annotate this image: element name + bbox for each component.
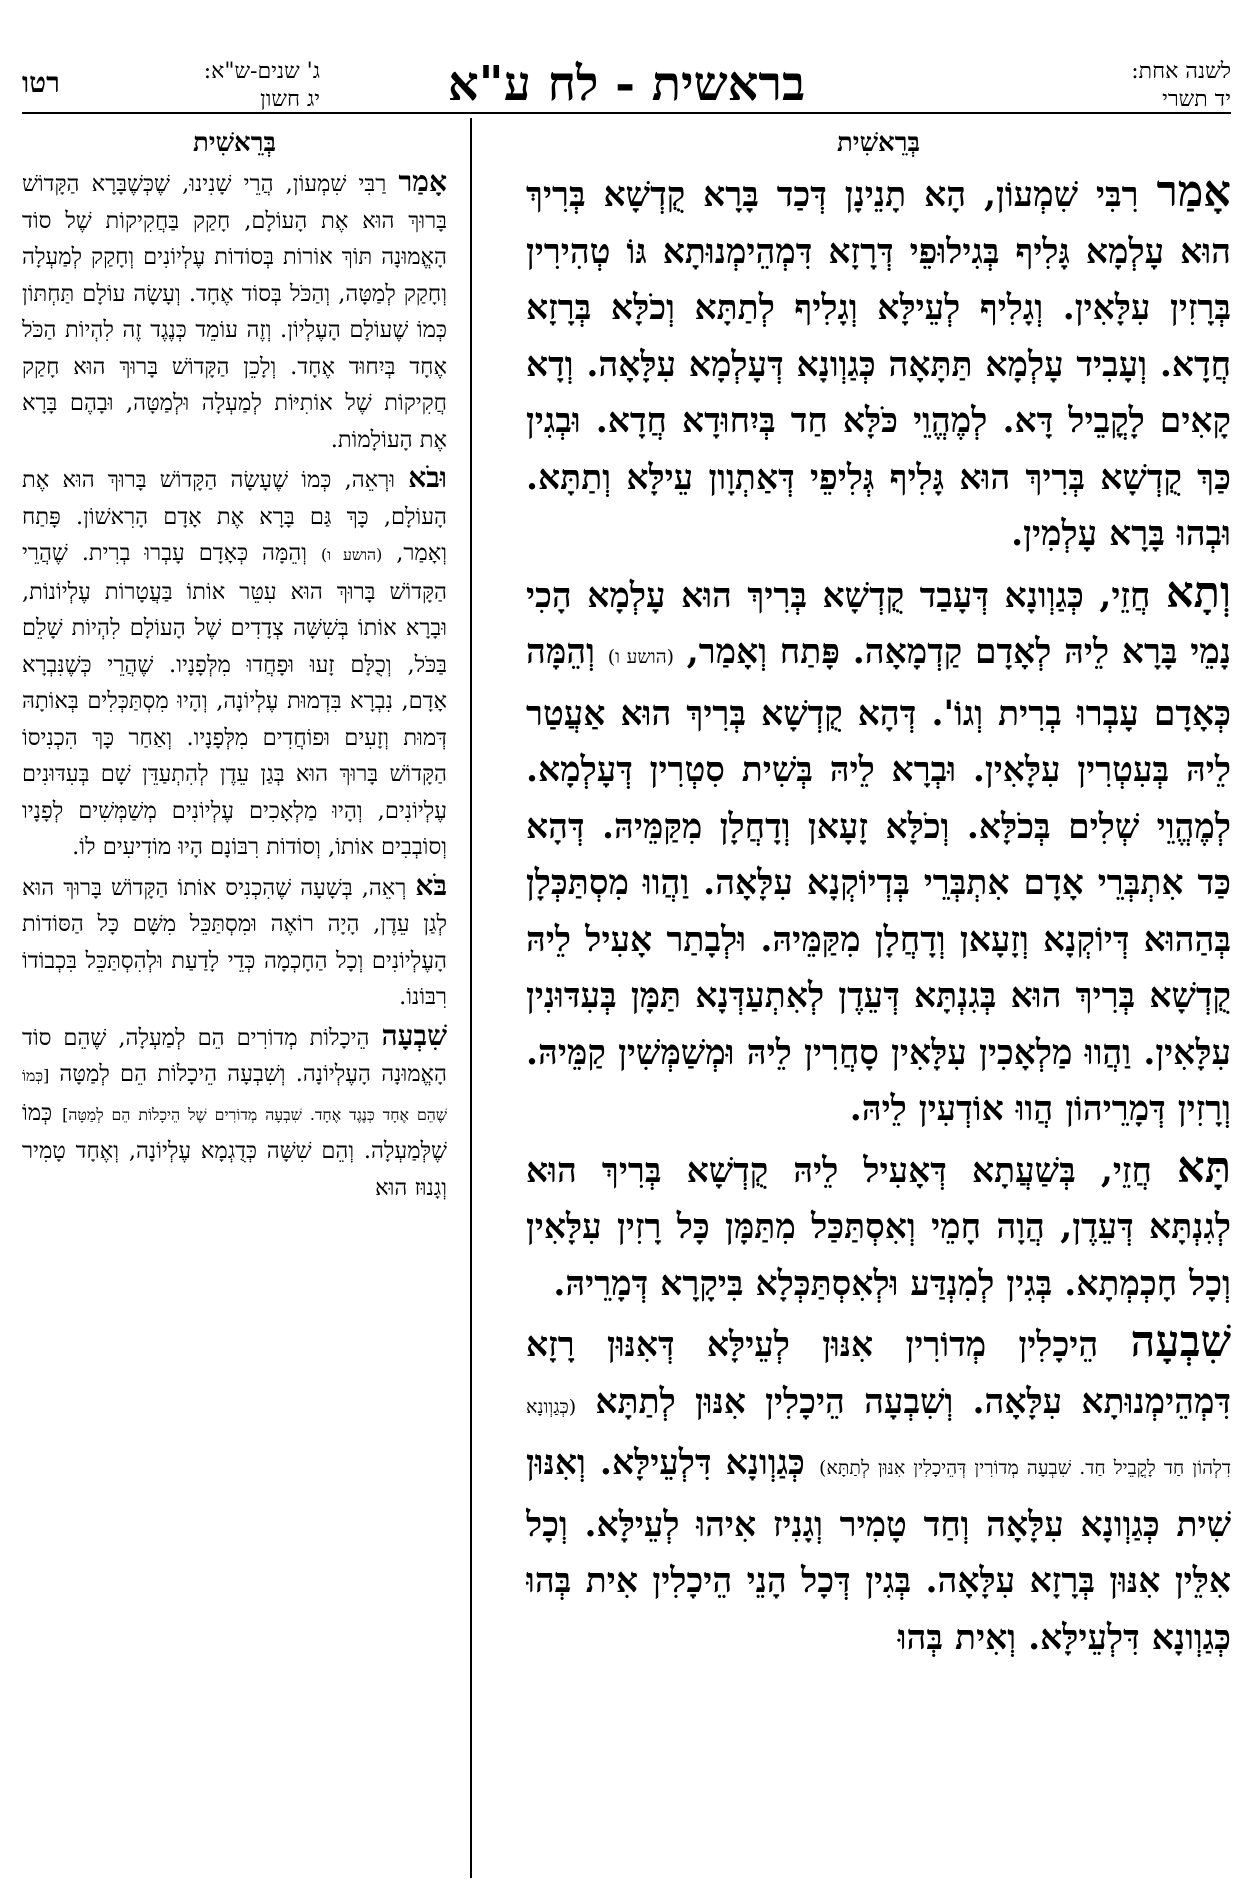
- paragraph-opener: בֹּא: [415, 868, 447, 902]
- paragraph-opener: וּבֹא: [408, 461, 447, 494]
- paragraph-opener: אָמַר: [398, 165, 447, 198]
- paragraph-text: רְאֵה, בְּשָׁעָה שֶׁהִכְנִיס אוֹתוֹ הַקָּדוֹשׁ בָּרוּךְ הוּא לְגַן עֵדֶן, הָיָה רוֹאֶה וּמִסְתַּכֵּל מִשָּׁם כָּל הַסּוֹדוֹת הָעֶלְיוֹנִים וְכָל הַחָכְמָה כְּדֵי לָדַעַת וּלְהִסְתַּכֵּל בִּכְבוֹדוֹ רִבּוֹנוֹ.: [22, 874, 447, 1010]
- main-paragraph: [526, 1314, 1231, 1666]
- paragraph-text: חֲזֵי, כְּגַוְונָא דְּעָבַד קֻדְשָׁא בְּרִיךְ הוּא עָלְמָא הָכִי נָמֵי בָּרָא לֵיהּ לְאָדָם קַדְמָאָה. פָּתַח וְאָמַר,: [526, 575, 1231, 672]
- main-paragraph: [526, 1140, 1231, 1313]
- page-title: בראשית - לח ע"א: [447, 56, 806, 112]
- header-year-cycle-three: [80, 58, 320, 114]
- paragraph-opener: שִׁבְעָה: [381, 1018, 447, 1052]
- main-column: [526, 118, 1231, 1878]
- paragraph-opener: אָמַר: [1156, 167, 1231, 217]
- paragraph-text: כְּגַוְונָא דִּלְעֵילָּא. וְאִנּוּן שִׁית כְּגַוְונָא עִלָּאָה וְחַד טָמִיר וְגָנִיז אִיהוּ לְעֵילָּא. וְכָל אִלֵּין אִנּוּן בְּרָזָא עִלָּאָה. בְּגִין דְּכָל הָנֵי הֵיכָלִין אִית בְּהוּ כְּגַוְונָא דִּלְעֵילָּא. וְאִית בְּהוּ: [526, 1443, 1231, 1658]
- translation-text: [22, 164, 447, 1206]
- translation-paragraph: [22, 460, 447, 866]
- paragraph-text: רִבִּי שִׁמְעוֹן, הָא תָנֵינָן דְּכַד בָּרָא קֻדְשָׁא בְּרִיךְ הוּא עָלְמָא גָּלִיף בְּגִילוּפֵי דְּרָזָא דִּמְהֵימְנוּתָא גּוֹ טְהִירִין בְּרָזִין עִלָּאִין. וְגָלִיף לְעֵילָּא וְגָלִיף לְתַתָּא וְכֹלָּא בְּרָזָא חֲדָא. וְעָבִיד עָלְמָא תַּתָּאָה כְּגַוְונָא דְּעָלְמָא עִלָּאָה. וְדָא קָאִים לָקֳבֵיל דָּא. לְמֶהֱוֵי כֹּלָּא חַד בְּיִחוּדָא חֲדָא. וּבְגִין כַּךְ קֻדְשָׁא בְּרִיךְ הוּא גָּלִיף גְּלִיפֵי דְּאַתְוָון עֵילָּא וְתַתָּא. וּבְהוּ בָּרָא עָלְמִין.: [526, 175, 1231, 554]
- bracketed-note: (כְּגַוְונָא דִלְהוֹן חַד לָקֳבֵיל חַד. שִׁבְעָה מְדוֹרִין דְּהֵיכָלִין אִנּוּן לְתַתָּא): [526, 1395, 1231, 1479]
- verse-reference: (הושע ו): [607, 646, 674, 668]
- paragraph-text: וְהֵמָּה כְּאָדָם עָבְרוּ בְרִית. שֶׁהֲרֵי הַקָּדוֹשׁ בָּרוּךְ הוּא עִטֵּר אוֹתוֹ בַּעֲטָרוֹת עֶלְיוֹנוֹת, וּבָרָא אוֹתוֹ בְּשִׁשָּׁה צְדָדִים שֶׁל הָעוֹלָם לִהְיוֹת שָׁלֵם בַּכֹּל, וְכֻלָּם זָעוּ וּפָחֲדוּ מִלְּפָנָיו. שֶׁהֲרֵי כְּשֶׁנִּבְרָא אָדָם, נִבְרָא בִּדְמוּת עֶלְיוֹנָה, וְהָיוּ מִסְתַּכְּלִים בְּאוֹתָהּ דְּמוּת וְזָעִים וּפוֹחֲדִים מִלְּפָנָיו. וְאַחַר כָּךְ הִכְנִיסוֹ הַקָּדוֹשׁ בָּרוּךְ הוּא בְּגַן עֵדֶן לְהִתְעַדֵּן שָׁם בְּעִדּוּנִים עֶלְיוֹנִים, וְהָיוּ מַלְאָכִים עֶלְיוֹנִים מְשַׁמְּשִׁים לְפָנָיו וְסוֹבְבִים אוֹתוֹ, וְסוֹדוֹת רִבּוֹנָם הָיוּ מוֹדִיעִים לוֹ.: [22, 540, 447, 860]
- paragraph-text: הֵיכָלִין מְדוֹרִין אִנּוּן לְעֵילָּא דְּאִנּוּן רָזָא דִּמְהֵימְנוּתָא עִלָּאָה. וְשִׁבְעָה הֵיכָלִין אִנּוּן לְתַתָּא: [526, 1325, 1231, 1422]
- header-cycle-label: לשנה אחת:: [1131, 59, 1231, 84]
- paragraph-text: כְּמוֹ שֶׁלְּמַעְלָה. וְהֵם שִׁשָּׁה כְּדֻגְמָא עֶלְיוֹנָה, וְאֶחָד טָמִיר וְגָנוּז הוּא: [22, 1099, 447, 1201]
- main-paragraph: [526, 164, 1231, 563]
- translation-paragraph: [22, 868, 447, 1016]
- header-divider: [22, 112, 1231, 114]
- paragraph-opener: שִׁבְעָה: [1130, 1317, 1231, 1367]
- paragraph-text: וּרְאֵה, כְּמוֹ שֶׁעָשָׂה הַקָּדוֹשׁ בָּרוּךְ הוּא אֶת הָעוֹלָם, כָּךְ גַּם בָּרָא אֶת אָדָם הָרִאשׁוֹן. פָּתַח וְאָמַר,: [22, 467, 447, 566]
- paragraph-text: רַבִּי שִׁמְעוֹן, הֲרֵי שָׁנִינוּ, שֶׁכְּשֶׁבָּרָא הַקָּדוֹשׁ בָּרוּךְ הוּא אֶת הָעוֹלָם, חָקַק בַּחֲקִיקוֹת שֶׁל סוֹד הָאֱמוּנָה תּוֹךְ אוֹרוֹת בְּסוֹדוֹת עֶלְיוֹנִים וְחָקַק לְמַעְלָה וְחָקַק לְמַטָּה, וְהַכֹּל בְּסוֹד אֶחָד. וְעָשָׂה עוֹלָם תַּחְתּוֹן כְּמוֹ שֶׁעוֹלָם הָעֶלְיוֹן. וְזֶה עוֹמֵד כְּנֶגֶד זֶה לִהְיוֹת הַכֹּל אֶחָד בְּיִחוּד אֶחָד. וְלָכֵן הַקָּדוֹשׁ בָּרוּךְ הוּא חָקַק חֲקִיקוֹת שֶׁל אוֹתִיּוֹת לְמַעְלָה וּלְמַטָּה, וּבָהֶם בָּרָא אֶת הָעוֹלָמוֹת.: [22, 171, 447, 453]
- header-cycle-date: יד תשרי: [1162, 87, 1231, 112]
- main-heading: בְּרֵאשִׁית: [836, 128, 921, 158]
- translation-heading: בְּרֵאשִׁית: [192, 128, 277, 158]
- paragraph-text: הֵיכָלוֹת מְדוֹרִים הֵם לְמַעְלָה, שֶׁהֵם סוֹד הָאֱמוּנָה הָעֶלְיוֹנָה. וְשִׁבְעָה הֵיכָלוֹת הֵם לְמַטָּה: [22, 1024, 447, 1087]
- bracketed-note: [כְּמוֹ שֶׁהֵם אֶחָד כְּנֶגֶד אֶחָד. שִׁבְעָה מְדוֹרִים שֶׁל הֵיכָלוֹת הֵם לְמַטָּה]: [22, 1066, 447, 1124]
- verse-reference: (הושע ו): [320, 545, 383, 564]
- translation-column: [22, 118, 447, 1878]
- main-paragraph: [526, 565, 1231, 1138]
- paragraph-opener: וְתָא: [1165, 567, 1231, 618]
- header-cycle3-label: ג' שנים-ש"א:: [203, 59, 320, 84]
- header-cycle3-date: יג חשון: [260, 87, 320, 112]
- paragraph-text: חֲזֵי, בְּשַׁעֲתָא דְּאָעִיל לֵיהּ קֻדְשָׁא בְּרִיךְ הוּא לְגִנְתָּא דְּעֵדֶן, הֲוָה חָמֵי וְאִסְתַּכַּל מִתַּמָּן כָּל רָזִין עִלָּאִין וְכָל חָכְמְתָא. בְּגִין לְמִנְדַּע וּלְאִסְתַּכְּלָא בִּיקָרָא דְּמָרֵיהּ.: [526, 1150, 1231, 1304]
- paragraph-opener: תָּא: [1177, 1142, 1231, 1193]
- paragraph-text: וְהֵמָּה כְּאָדָם עָבְרוּ בְרִית וְגוֹ'. דְּהָא קֻדְשָׁא בְּרִיךְ הוּא אַעֲטַר לֵיהּ בְּעִטְרִין עִלָּאִין. וּבְרָא לֵיהּ בְּשִׁית סִטְרִין דְּעָלְמָא. לְמֶהֱוֵי שְׁלִים בְּכֹלָּא. וְכֹלָּא זָעָאן וְדָחֲלָן מִקַּמֵּיהּ. דְּהָא כַּד אִתְבְּרֵי אָדָם אִתְבְּרֵי בְּדְיוֹקְנָא עִלָּאָה. וַהֲווּ מִסְתַּכְּלָן בְּהַהוּא דְּיוֹקְנָא וְזָעָאן וְדָחֲלָן מִקַּמֵּיהּ. וּלְבָתַר אָעִיל לֵיהּ קֻדְשָׁא בְּרִיךְ הוּא בְּגִנְתָּא דְּעֵדֶן לְאִתְעַדְּנָא תַּמָּן בְּעִדּוּנִין עִלָּאִין. וַהֲווּ מַלְאָכִין עִלָּאִין סָחֲרִין לֵיהּ וּמְשַׁמְּשִׁין קַמֵּיהּ. וְרָזִין דְּמָרֵיהוֹן הֲווּ אוֹדְעִין לֵיהּ.: [526, 632, 1231, 1129]
- translation-paragraph: [22, 1018, 447, 1207]
- translation-paragraph: [22, 164, 447, 458]
- main-text: [526, 164, 1231, 1666]
- page-number: רטו: [22, 66, 60, 99]
- column-divider: [470, 118, 472, 1878]
